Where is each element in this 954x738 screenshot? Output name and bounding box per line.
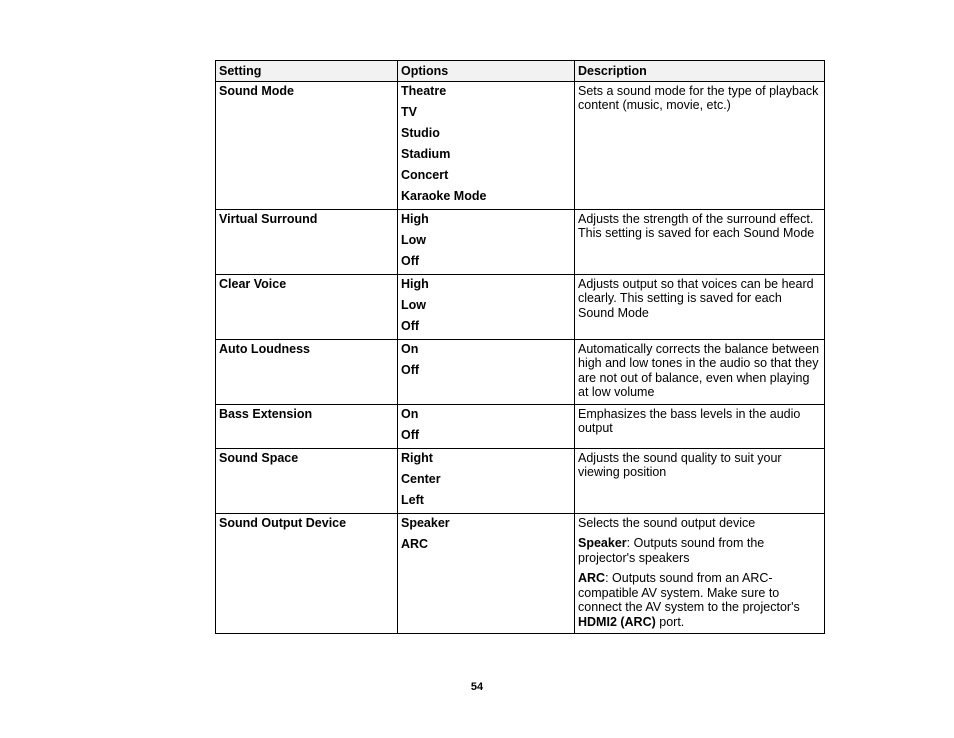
table-row bbox=[216, 513, 825, 634]
options-cell bbox=[398, 209, 575, 274]
header-row bbox=[216, 61, 825, 82]
description-text: Selects the sound output device bbox=[578, 515, 756, 530]
description-cell bbox=[575, 209, 825, 274]
speaker-term: Speaker bbox=[578, 536, 627, 550]
option-item: Speaker bbox=[401, 515, 450, 530]
description-text: Adjusts the strength of the surround effect. This setting is saved for each Sound Mode bbox=[578, 211, 815, 240]
setting-cell: Virtual Surround bbox=[216, 209, 398, 274]
option-item: TV bbox=[401, 104, 417, 119]
option-item: Off bbox=[401, 362, 420, 377]
description-text: Automatically corrects the balance between high and low tones in the audio so that they are not out of balance, even when playing at low volume bbox=[578, 341, 820, 399]
arc-text: : Outputs sound from an ARC-compatible AV system. Make sure to connect the AV system to the projector's bbox=[578, 571, 800, 614]
table-body bbox=[216, 81, 825, 634]
option-item: On bbox=[401, 341, 419, 356]
option-item: Left bbox=[401, 492, 424, 507]
header-setting: Setting bbox=[216, 61, 398, 82]
description-cell bbox=[575, 404, 825, 448]
setting-cell: Sound Space bbox=[216, 448, 398, 513]
option-item: Theatre bbox=[401, 83, 447, 98]
option-item: Right bbox=[401, 450, 433, 465]
options-cell bbox=[398, 513, 575, 634]
settings-table bbox=[215, 60, 825, 634]
setting-cell: Sound Mode bbox=[216, 81, 398, 209]
table-row bbox=[216, 81, 825, 209]
option-item: Center bbox=[401, 471, 441, 486]
option-item: Concert bbox=[401, 167, 449, 182]
description-cell bbox=[575, 274, 825, 339]
speaker-description bbox=[578, 536, 821, 565]
speaker-text: : Outputs sound from the projector's speakers bbox=[578, 536, 765, 565]
options-cell bbox=[398, 404, 575, 448]
option-item: Off bbox=[401, 318, 420, 333]
table-row bbox=[216, 209, 825, 274]
description-cell bbox=[575, 81, 825, 209]
header-options: Options bbox=[398, 61, 575, 82]
options-cell bbox=[398, 274, 575, 339]
description-text: Adjusts the sound quality to suit your viewing position bbox=[578, 450, 782, 479]
options-cell bbox=[398, 339, 575, 404]
option-item: Stadium bbox=[401, 146, 451, 161]
option-item: On bbox=[401, 406, 419, 421]
table-row bbox=[216, 339, 825, 404]
description-text: Emphasizes the bass levels in the audio output bbox=[578, 406, 801, 435]
description-text: Adjusts output so that voices can be heard clearly. This setting is saved for each Sound Mode bbox=[578, 276, 814, 320]
header-description: Description bbox=[575, 61, 825, 82]
option-item: ARC bbox=[401, 536, 429, 551]
arc-description bbox=[578, 571, 821, 629]
page-number: 54 bbox=[470, 681, 484, 693]
table-row bbox=[216, 448, 825, 513]
description-text: Sets a sound mode for the type of playback content (music, movie, etc.) bbox=[578, 83, 819, 112]
option-item: Off bbox=[401, 427, 420, 442]
option-item: Low bbox=[401, 297, 426, 312]
setting-cell: Sound Output Device bbox=[216, 513, 398, 634]
arc-tail: port. bbox=[655, 614, 685, 629]
options-cell bbox=[398, 81, 575, 209]
arc-port: HDMI2 (ARC) bbox=[578, 614, 656, 629]
setting-cell: Bass Extension bbox=[216, 404, 398, 448]
options-cell bbox=[398, 448, 575, 513]
option-item: Low bbox=[401, 232, 426, 247]
option-item: High bbox=[401, 276, 429, 291]
option-item: High bbox=[401, 211, 429, 226]
description-cell bbox=[575, 339, 825, 404]
setting-cell: Auto Loudness bbox=[216, 339, 398, 404]
arc-term: ARC bbox=[578, 571, 606, 585]
option-item: Karaoke Mode bbox=[401, 188, 487, 203]
table-row bbox=[216, 274, 825, 339]
option-item: Studio bbox=[401, 125, 440, 140]
option-item: Off bbox=[401, 253, 420, 268]
setting-cell: Clear Voice bbox=[216, 274, 398, 339]
description-cell bbox=[575, 513, 825, 634]
table-row bbox=[216, 404, 825, 448]
description-cell bbox=[575, 448, 825, 513]
